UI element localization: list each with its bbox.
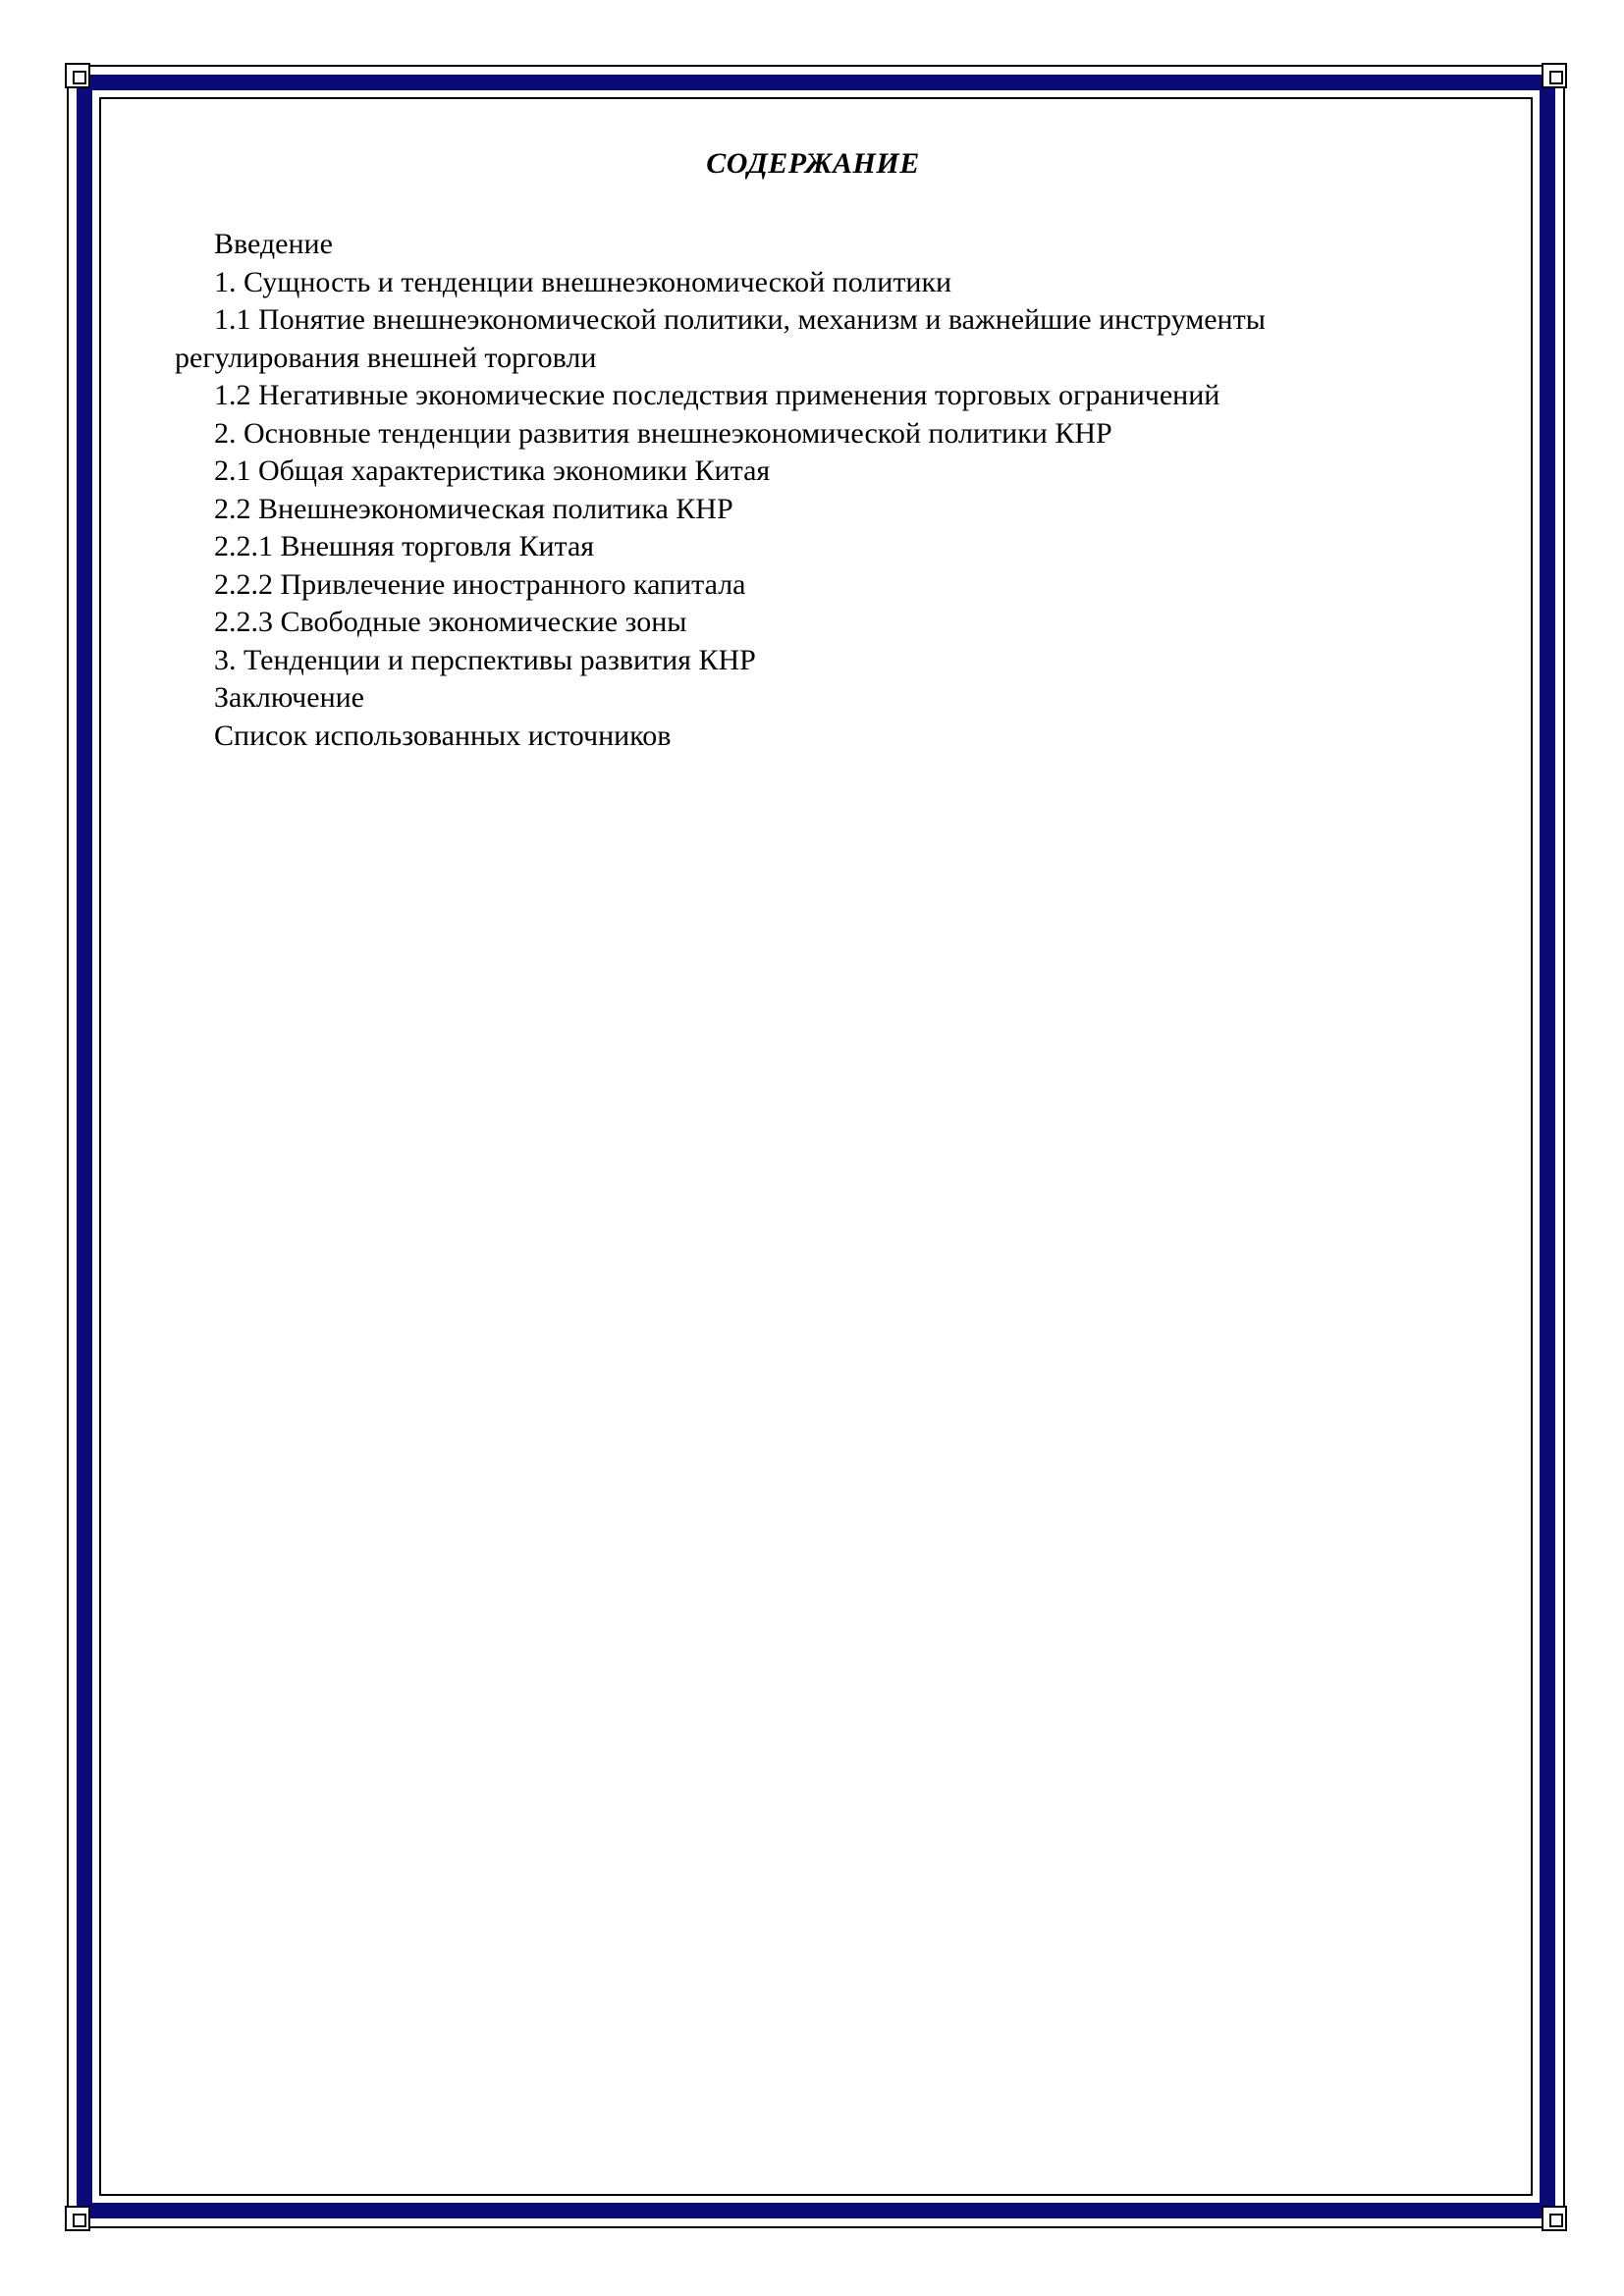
toc-item: 2. Основные тенденции развития внешнеэкономической политики КНР bbox=[214, 416, 1112, 450]
toc-item: Список использованных источников bbox=[214, 719, 672, 752]
toc-item: 1.1 Понятие внешнеэкономической политики, механизм и важнейшие инструменты регулирования внешней торговли bbox=[175, 303, 1266, 374]
toc-item: 2.2 Внешнеэкономическая политика КНР bbox=[214, 492, 733, 525]
toc-item: Введение bbox=[214, 228, 333, 260]
toc-item: Заключение bbox=[214, 681, 364, 714]
frame-corner-ornament-bottom-right bbox=[1542, 2206, 1567, 2231]
toc-item: 1. Сущность и тенденции внешнеэкономической политики bbox=[214, 265, 952, 298]
frame-corner-ornament-top-right bbox=[1542, 63, 1567, 88]
toc-item: 2.2.3 Свободные экономические зоны bbox=[214, 606, 687, 638]
frame-corner-ornament-bottom-left bbox=[65, 2206, 90, 2231]
document-content bbox=[175, 147, 1451, 755]
toc-item: 2.1 Общая характеристика экономики Китая bbox=[214, 454, 771, 487]
toc-item: 2.2.2 Привлечение иностранного капитала bbox=[214, 567, 746, 601]
toc-item: 1.2 Негативные экономические последствия применения торговых ограничений bbox=[214, 379, 1220, 411]
frame-corner-ornament-top-left bbox=[65, 63, 90, 88]
toc-item: 2.2.1 Внешняя торговля Китая bbox=[214, 530, 595, 562]
toc-item: 3. Тенденции и перспективы развития КНР bbox=[214, 643, 756, 676]
page-title: СОДЕРЖАНИЕ bbox=[706, 147, 920, 180]
table-of-contents bbox=[175, 226, 1451, 755]
